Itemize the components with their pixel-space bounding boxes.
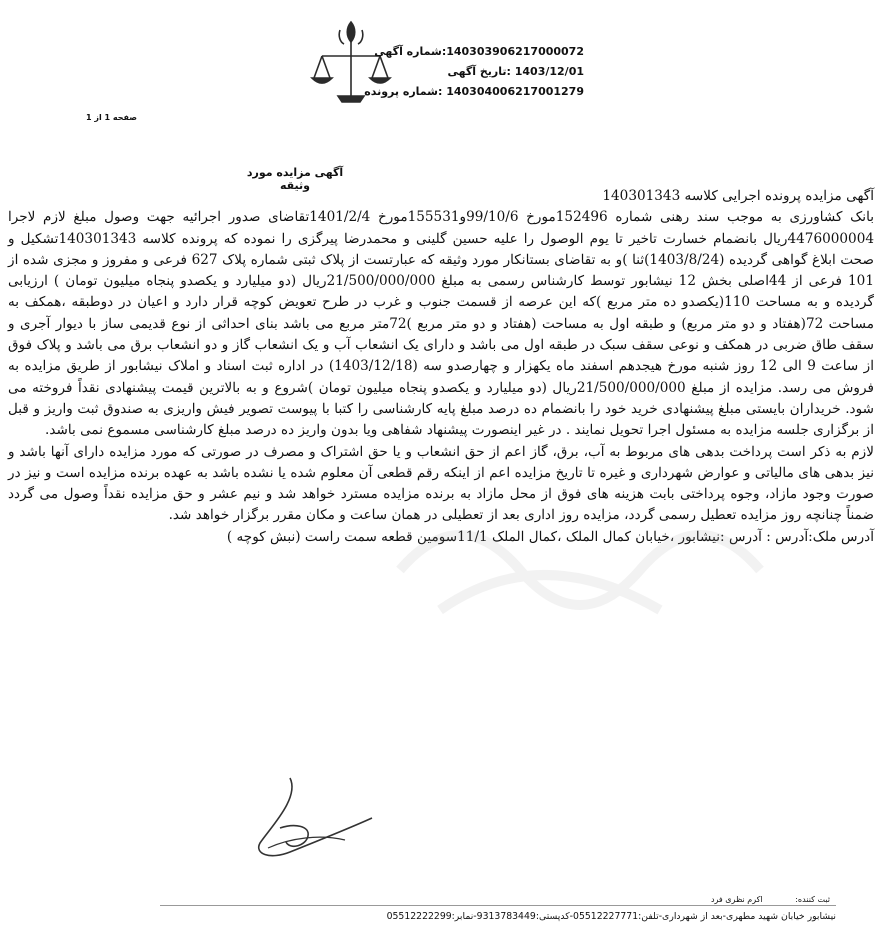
registrar-line xyxy=(590,895,830,904)
body-paragraph-main: بانک کشاورزی به موجب سند رهنی شماره 152496مورخ 99/10/6و155531مورخ 1401/2/4تقاضای صدور اجرائیه جهت وصول مبلغ لازم لاجرا 4476000004ریال بانضمام خسارت تاخیر تا یوم الوصول را علیه حسین گلینی و محمدرضا پیرگزی را نموده که پرونده کلاسه 140301343تشکیل و صحت ابلاغ گواهی گردیده (1403/8/24)ثنا )و به تقاضای بستانکار مورد وثیقه که عبارتست از پلاک ثبتی شماره پلاک 627 فرعی و مفروز و مجزی شده از 101 فرعی از 44اصلی بخش 12 نیشابور توسط کارشناس رسمی به مبلغ 21/500/000/000ریال (دو میلیارد و یکصدو پنجاه میلیون تومان ) ارزیابی گردیده و به مساحت 110(یکصدو ده متر مربع )که این عرصه از قسمت جنوب و غرب در طرح تعویض کوچه قرار دارد و اعیان در دوطبقه ،همکف به مساحت 72(هفتاد و دو متر مربع) و طبقه اول به مساحت (هفتاد و دو متر مربع )72متر مربع می باشد بنای احداثی از نوع قدیمی ساز با دیوار آجری و سقف طاق ضربی در همکف و نوعی سقف سبک در طبقه اول می باشد و دارای یک انشعاب آب و یک انشعاب گاز و دو انشعاب برق می باشد و پلاک فوق از ساعت 9 الی 12 روز شنبه مورخ هیجدهم اسفند ماه یکهزار و چهارصدو سه (1403/12/18) در اداره ثبت اسناد و املاک نیشابور از طریق مزایده به فروش می رسد. مزایده از مبلغ 21/500/000/000ریال (دو میلیارد و یکصدو پنجاه میلیون تومان )شروع و به بالاترین قیمت پیشنهادی نقداً فروخته می شود. خریداران بایستی مبلغ پیشنهادی خرید خود را بانضمام ده درصد مبلغ پایه کارشناسی را کتبا با پیوست تصویر فیش واریزی به صندوق ثبت واریز و قبل از برگزاری جلسه مزایده به مسئول اجرا تحویل نمایند . در غیر اینصورت پیشنهاد شفاهی ویا بدون واریز ده درصد مبلغ کارشناسی مسموع نمی باشد. xyxy=(8,209,875,439)
page-indicator: صفحه 1 از 1 xyxy=(86,113,137,122)
notice-body xyxy=(8,186,874,548)
notice-date: 1403/12/01 :تاریخ آگهی xyxy=(447,65,584,78)
body-paragraph-intro: آگهی مزایده پرونده اجرایی کلاسه 140301343 xyxy=(602,188,874,204)
registrar-name: اکرم نظری فرد xyxy=(710,895,763,904)
body-paragraph-conditions: لازم به ذکر است پرداخت بدهی های مربوط به آب، برق، گاز اعم از حق انشعاب و یا حق اشتراک و مصرف در صورتی که مورد مزایده دارای آنها باشد و نیز بدهی های مالیاتی و عوارض شهرداری و غیره تا تاریخ مزایده اعم از اینکه رقم قطعی آن معلوم شده یا نشده باشد به عهده برنده مزایده است و نیز در صورت وجود مازاد، وجوه پرداختی بابت هزینه های فوق از محل مازاد به برنده مزایده مسترد خواهد شد و نیم عشر و حق مزایده نقداً وصول می گردد ضمناً چنانچه روز مزایده تعطیل رسمی گردد، مزایده روز اداری بعد از تعطیلی در همان ساعت و مکان مقرر برگزار خواهد شد. xyxy=(8,443,874,524)
body-paragraph-address: آدرس ملک:آدرس : آدرس :نیشابور ،خیابان کمال الملک ،کمال الملک 11/1سومین قطعه سمت راست (نبش کوچه ) xyxy=(226,528,874,545)
footer-divider xyxy=(160,905,836,906)
office-address: نیشابور خیابان شهید مطهری-بعد از شهرداری-تلفن:05512227771-کدپستی:9313783449-نمابر:05512222299 xyxy=(386,911,836,922)
notice-title: آگهی مزایده مورد وثیقه xyxy=(246,166,344,192)
handwritten-signature-icon xyxy=(250,768,380,868)
registrar-label: ثبت کننده: xyxy=(795,895,830,904)
notice-number: 14030390621700007​2:شماره آگهی xyxy=(374,45,584,58)
notice-meta xyxy=(364,42,584,102)
file-number: 140304006217001279 :شماره پرونده xyxy=(364,85,584,98)
